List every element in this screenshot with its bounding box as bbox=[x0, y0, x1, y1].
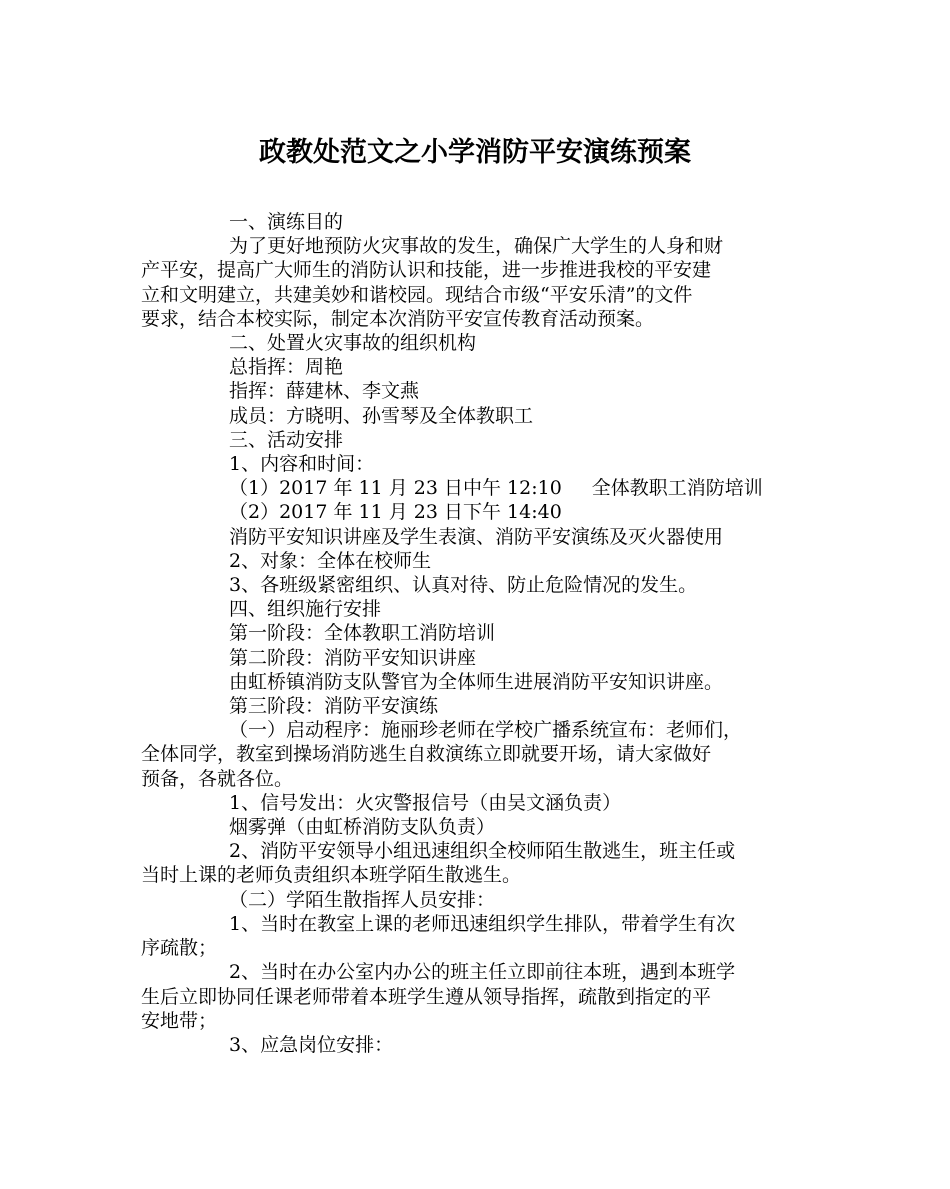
smoke-line: 烟雾弹（由虹桥消防支队负责） bbox=[229, 816, 496, 839]
section-heading-implementation: 四、组织施行安排 bbox=[229, 598, 382, 621]
stage-2-desc-line: 由虹桥镇消防支队警官为全体师生进展消防平安知识讲座。 bbox=[229, 670, 724, 693]
stage-2-line: 第二阶段：消防平安知识讲座 bbox=[229, 646, 477, 669]
stage-3-line: 第三阶段：消防平安演练 bbox=[229, 695, 439, 718]
paragraph-line: 为了更好地预防火灾事故的发生，确保广大学生的人身和财 bbox=[229, 235, 724, 258]
purpose-paragraph bbox=[141, 234, 821, 331]
paragraph-line: 2、消防平安领导小组迅速组织全校师陌生散逃生，班主任或 bbox=[229, 840, 736, 863]
paragraph-line: 当时上课的老师负责组织本班学陌生散逃生。 bbox=[141, 864, 522, 887]
paragraph-line: 生后立即协同任课老师带着本班学生遵从领导指挥，疏散到指定的平 bbox=[141, 985, 712, 1008]
schedule-item-2: （2）2017 年 11 月 23 日下午 14:40 bbox=[229, 501, 562, 524]
schedule-desc-1: 全体教职工消防培训 bbox=[591, 477, 763, 500]
orderly-line: 3、各班级紧密组织、认真对待、防止危险情况的发生。 bbox=[229, 574, 698, 597]
section-heading-activities: 三、活动安排 bbox=[229, 428, 344, 451]
paragraph-line: （一）启动程序：施丽珍老师在学校广播系统宣布：老师们， bbox=[229, 719, 743, 742]
staff-item-2 bbox=[141, 960, 821, 1033]
schedule-time-1: （1）2017 年 11 月 23 日中午 12:10 bbox=[229, 477, 562, 500]
paragraph-line: 2、当时在办公室内办公的班主任立即前往本班，遇到本班学 bbox=[229, 961, 736, 984]
signal-line: 1、信号发出：火灾警报信号（由吴文涵负责） bbox=[229, 791, 622, 814]
section-heading-organization: 二、处置火灾事故的组织机构 bbox=[229, 332, 477, 355]
section-heading-purpose: 一、演练目的 bbox=[229, 211, 344, 233]
paragraph-line: 预备，各就各位。 bbox=[141, 767, 294, 790]
content-time-line: 1、内容和时间： bbox=[229, 453, 375, 476]
document-title: 政教处范文之小学消防平安演练预案 bbox=[259, 137, 691, 168]
target-line: 2、对象：全体在校师生 bbox=[229, 549, 432, 572]
staff-item-3: 3、应急岗位安排： bbox=[229, 1033, 394, 1056]
commander-line: 总指挥：周艳 bbox=[229, 356, 344, 379]
stage-1-line: 第一阶段：全体教职工消防培训 bbox=[229, 622, 496, 645]
members-line: 成员：方晓明、孙雪琴及全体教职工 bbox=[229, 404, 534, 427]
paragraph-line: 安地带； bbox=[141, 1009, 218, 1032]
paragraph-line: 序疏散； bbox=[141, 937, 218, 960]
document-body bbox=[141, 210, 821, 1057]
paragraph-line: 立和文明建立，共建美妙和谐校园。现结合市级“平安乐清”的文件 bbox=[141, 283, 693, 306]
paragraph-line: 全体同学，教室到操场消防逃生自救演练立即就要开场，请大家做好 bbox=[141, 743, 712, 766]
startup-paragraph bbox=[141, 718, 821, 791]
paragraph-line: 1、当时在教室上课的老师迅速组织学生排队，带着学生有次 bbox=[229, 912, 736, 935]
staff-item-1 bbox=[141, 912, 821, 960]
schedule-item-1 bbox=[141, 476, 821, 500]
schedule-desc-2: 消防平安知识讲座及学生表演、消防平安演练及灭火器使用 bbox=[229, 525, 724, 548]
evacuation-paragraph bbox=[141, 839, 821, 887]
paragraph-line: 要求，结合本校实际，制定本次消防平安宣传教育活动预案。 bbox=[141, 307, 655, 330]
evacuation-staff-heading: （二）学陌生散指挥人员安排： bbox=[229, 888, 496, 911]
directors-line: 指挥：薛建林、李文燕 bbox=[229, 380, 420, 403]
paragraph-line: 产平安，提高广大师生的消防认识和技能，进一步推进我校的平安建 bbox=[141, 259, 712, 282]
